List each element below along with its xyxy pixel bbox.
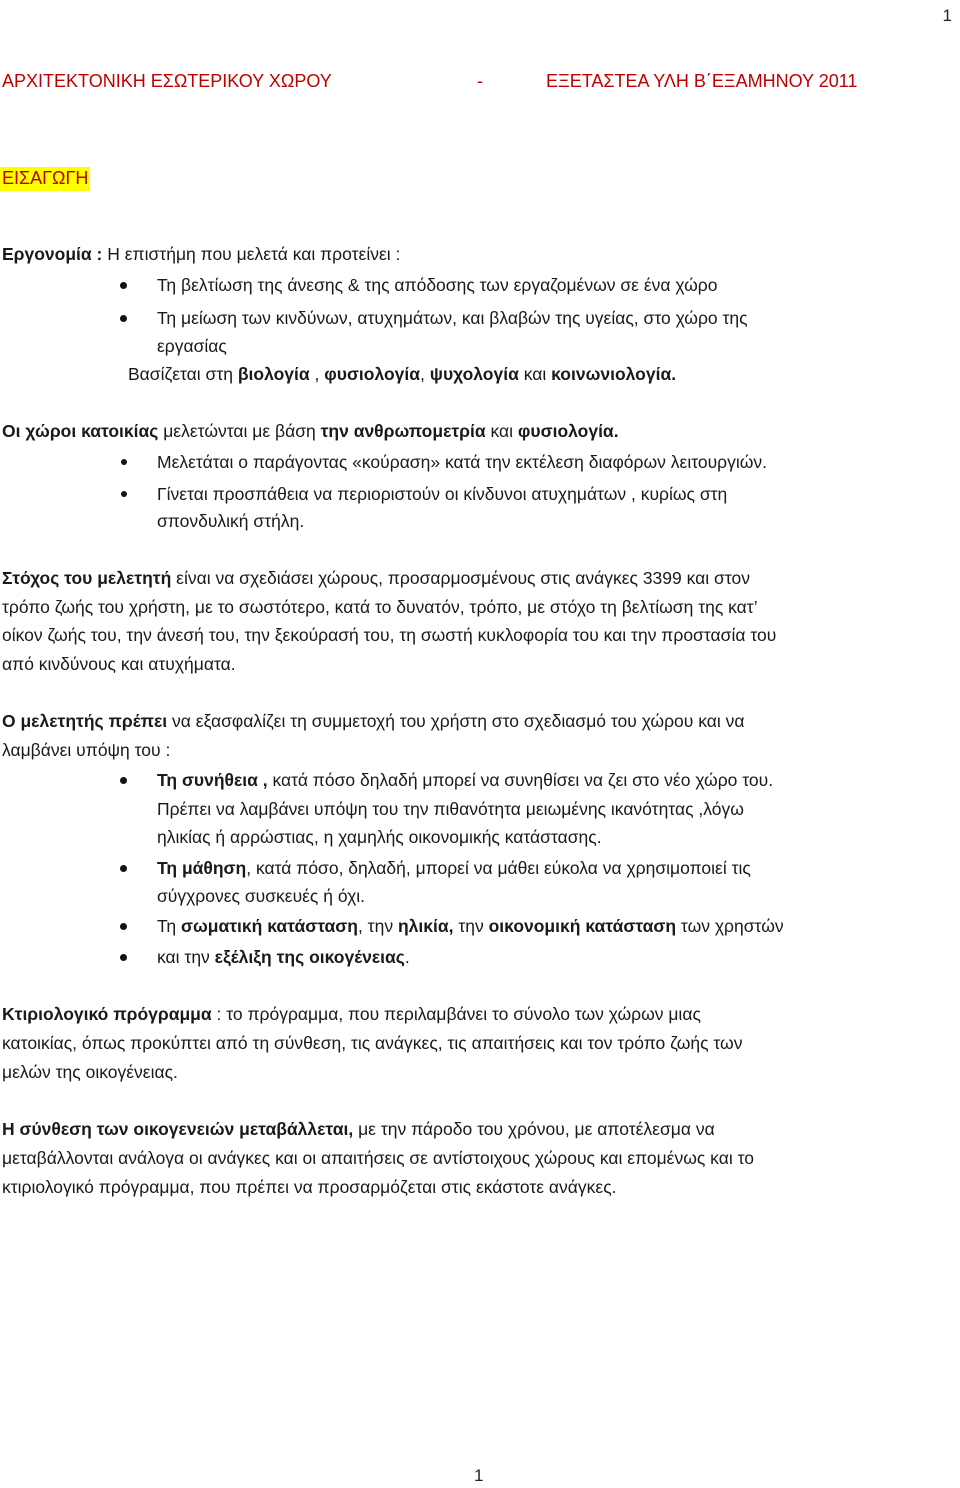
goal-line-1	[2, 568, 750, 589]
bullet-icon	[121, 459, 127, 465]
ergonomia-bullet-2-line-1: Τη μείωση των κινδύνων, ατυχημάτων, και βλαβών της υγείας, στο χώρο της	[157, 308, 748, 328]
spaces-bold-1: Οι χώροι κατοικίας	[2, 421, 159, 441]
page-number-top: 1	[942, 6, 952, 25]
designer-b2-bold: Τη μάθηση	[157, 858, 247, 878]
designer-b2-text: , κατά πόσο, δηλαδή, μπορεί να μάθει εύκολα να χρησιμοποιεί τις	[246, 858, 751, 878]
designer-bullet-4	[157, 947, 410, 968]
designer-bullet-2-line-1	[157, 858, 751, 879]
designer-b3-bold: σωματική κατάσταση	[181, 916, 358, 936]
bullet-icon	[121, 491, 127, 497]
title-right: ΕΞΕΤΑΣΤΕΑ ΥΛΗ Β΄ΕΞΑΜΗΝΟΥ 2011	[546, 71, 858, 91]
designer-b4-text: .	[404, 947, 410, 967]
spaces-bullet-2-line-1: Γίνεται προσπάθεια να περιοριστούν οι κίνδυνοι ατυχημάτων , κυρίως στη	[157, 484, 728, 504]
spaces-text-2: και	[485, 421, 518, 441]
spaces-bold-2: την ανθρωπομετρία	[320, 421, 486, 441]
designer-bullet-2-line-2: σύγχρονες συσκευές ή όχι.	[157, 886, 366, 906]
basis-physiology: φυσιολογία	[324, 364, 421, 384]
designer-b4-bold: εξέλιξη της οικογένειας	[214, 947, 405, 967]
ergonomia-intro: Η επιστήμη που μελετά και προτείνει :	[102, 244, 401, 264]
ergonomia-bullet-1: Τη βελτίωση της άνεσης & της απόδοσης των εργαζομένων σε ένα χώρο	[157, 275, 718, 295]
designer-bullet-1-line-3: ηλικίας ή αρρώστιας, η χαμηλής οικονομικής κατάστασης.	[157, 827, 602, 847]
program-line-3: μελών της οικογένειας.	[2, 1062, 178, 1082]
designer-bullet-1-line-2: Πρέπει να λαμβάνει υπόψη του την πιθανότητα μειωμένης ικανότητας ,λόγω	[157, 799, 744, 819]
title-left: ΑΡΧΙΤΕΚΤΟΝΙΚΗ ΕΣΩΤΕΡΙΚΟΥ ΧΩΡΟΥ	[2, 71, 332, 91]
spaces-text-1: μελετώνται με βάση	[158, 421, 321, 441]
designer-line-1	[2, 711, 744, 732]
program-line-2: κατοικίας, όπως προκύπτει από τη σύνθεση, τις ανάγκες, τις απαιτήσεις και τον τρόπο ζωής των	[2, 1033, 743, 1053]
spaces-bullet-1: Μελετάται ο παράγοντας «κούραση» κατά την εκτέλεση διαφόρων λειτουργιών.	[157, 452, 768, 472]
spaces-bold-3: φυσιολογία.	[517, 421, 619, 441]
page-number-bottom: 1	[474, 1466, 484, 1485]
basis-text: Βασίζεται στη	[128, 364, 238, 384]
designer-line-2: λαμβάνει υπόψη του :	[2, 740, 171, 760]
bullet-icon	[120, 282, 127, 289]
designer-b1-text: κατά πόσο δηλαδή μπορεί να συνηθίσει να ζει στο νέο χώρο του.	[267, 770, 774, 790]
designer-b3-text: , την	[357, 916, 398, 936]
family-line-2: μεταβάλλονται ανάλογα οι ανάγκες και οι απαιτήσεις σε αντίστοιχους χώρους και επομένως και το	[2, 1148, 754, 1168]
spaces-bullet-2-line-2: σπονδυλική στήλη.	[157, 511, 305, 531]
basis-sociology: κοινωνιολογία.	[551, 364, 677, 384]
ergonomia-basis	[128, 364, 676, 385]
basis-sep: ,	[309, 364, 325, 384]
designer-b4-text: και την	[157, 947, 215, 967]
ergonomia-definition	[2, 244, 400, 265]
bullet-icon	[120, 865, 127, 872]
family-bold: Η σύνθεση των οικογενειών μεταβάλλεται,	[2, 1119, 354, 1139]
section-heading-intro: ΕΙΣΑΓΩΓΗ	[0, 167, 90, 191]
basis-psychology: ψυχολογία	[429, 364, 519, 384]
designer-bullet-1-line-1	[157, 770, 773, 791]
designer-bullet-3	[157, 916, 784, 937]
basis-sep: και	[518, 364, 552, 384]
designer-bold: Ο μελετητής πρέπει	[2, 711, 168, 731]
family-line-1	[2, 1119, 715, 1140]
designer-text: να εξασφαλίζει τη συμμετοχή του χρήστη στο σχεδιασμό του χώρου και να	[167, 711, 745, 731]
spaces-paragraph	[2, 421, 619, 442]
family-line-3: κτιριολογικό πρόγραμμα, που πρέπει να προσαρμόζεται στις εκάστοτε ανάγκες.	[2, 1177, 617, 1197]
goal-bold: Στόχος του μελετητή	[2, 568, 172, 588]
bullet-icon	[120, 923, 127, 930]
bullet-icon	[120, 954, 127, 961]
ergonomia-bullet-2-line-2: εργασίας	[157, 336, 227, 356]
designer-b3-bold: ηλικία,	[397, 916, 454, 936]
program-line-1	[2, 1004, 701, 1025]
designer-b3-text: Τη	[157, 916, 182, 936]
ergonomia-term: Εργονομία :	[2, 244, 103, 264]
title-dash: -	[477, 71, 483, 91]
program-bold: Κτιριολογικό πρόγραμμα	[2, 1004, 212, 1024]
program-text: : το πρόγραμμα, που περιλαμβάνει το σύνολο των χώρων μιας	[211, 1004, 701, 1024]
basis-sep: ,	[420, 364, 430, 384]
goal-line-4: από κινδύνους και ατυχήματα.	[2, 654, 236, 674]
family-text: με την πάροδο του χρόνου, με αποτέλεσμα να	[353, 1119, 715, 1139]
designer-b1-bold: Τη συνήθεια ,	[157, 770, 268, 790]
bullet-icon	[120, 777, 127, 784]
bullet-icon	[120, 315, 127, 322]
goal-line-2: τρόπο ζωής του χρήστη, με το σωστότερο, κατά το δυνατόν, τρόπο, με στόχο τη βελτίωση της κατ’	[2, 597, 758, 617]
goal-line-3: οίκον ζωής του, την άνεσή του, την ξεκούρασή του, τη σωστή κυκλοφορία του και την προστασία του	[2, 625, 777, 645]
designer-b3-bold: οικονομική κατάσταση	[488, 916, 677, 936]
designer-b3-text: την	[453, 916, 489, 936]
goal-text: είναι να σχεδιάσει χώρους, προσαρμοσμένους στις ανάγκες 3399 και στον	[171, 568, 750, 588]
designer-b3-text: των χρηστών	[676, 916, 784, 936]
basis-biology: βιολογία	[237, 364, 310, 384]
